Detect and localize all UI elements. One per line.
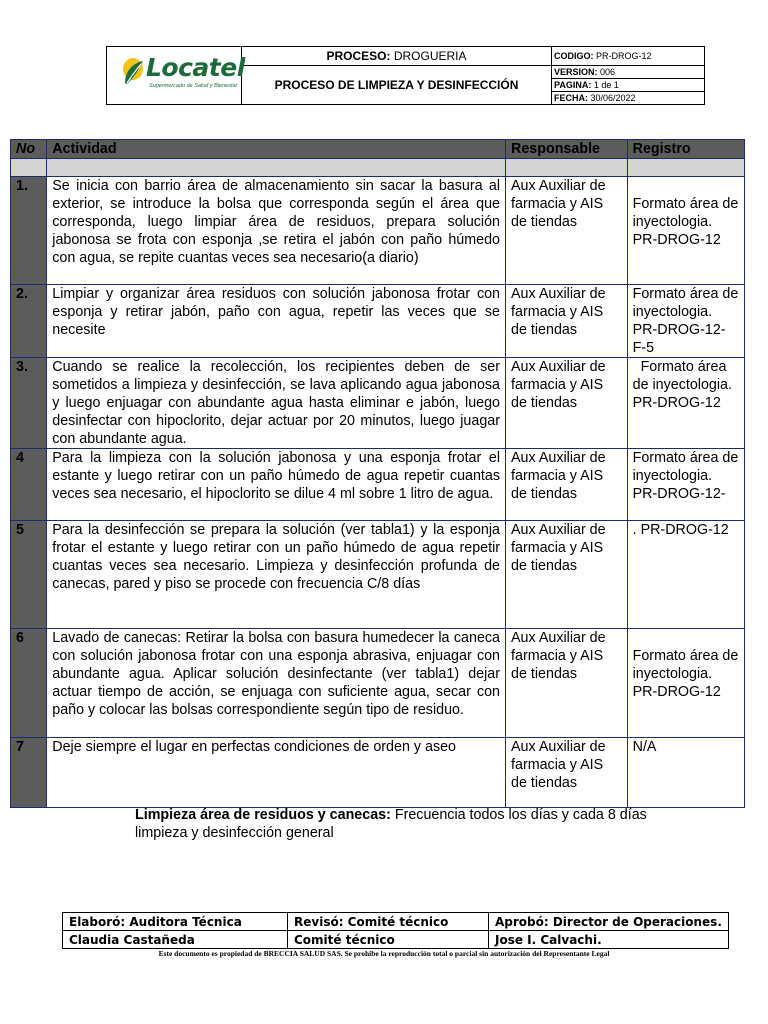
row-number: 1. bbox=[11, 177, 47, 285]
code-value: PR-DROG-12 bbox=[596, 51, 652, 61]
row-record: N/A bbox=[627, 738, 744, 808]
row-responsible: Aux Auxiliar de farmacia y AIS de tiendas bbox=[506, 358, 628, 449]
row-number: 3. bbox=[11, 358, 47, 449]
note-bold: Limpieza área de residuos y canecas: bbox=[135, 807, 391, 823]
logo-tagline: Supermercado de Salud y Bienestar bbox=[149, 83, 238, 89]
elaboro-name: Claudia Castañeda bbox=[63, 931, 288, 949]
date-label: FECHA: bbox=[554, 93, 588, 103]
row-activity: Cuando se realice la recolección, los recipientes deben de ser sometidos a limpieza y desinfección, se lava aplicando agua jabonosa y luego enjuagar con abundante agua hasta eliminar e jabón, luego desinfectar con hipoclorito, dejar actuar por 20 minutos, luego juagar con abundante agua. bbox=[47, 358, 506, 449]
document-title: PROCESO DE LIMPIEZA Y DESINFECCIÓN bbox=[242, 66, 552, 105]
code-label: CODIGO: bbox=[554, 51, 594, 61]
row-activity: Para la desinfección se prepara la solución (ver tabla1) y la esponja frotar el estante y luego retirar con un paño húmedo de agua repetir cuantas veces sea necesario. Limpieza y desinfección profunda de canecas, pared y piso se procede con frecuencia C/8 días bbox=[47, 521, 506, 629]
version-label: VERSION: bbox=[554, 67, 598, 77]
page-value: 1 de 1 bbox=[593, 80, 619, 90]
table-row bbox=[11, 629, 745, 738]
row-record: Formato área de inyectologia. PR-DROG-12 bbox=[627, 177, 744, 285]
row-responsible: Aux Auxiliar de farmacia y AIS de tiendas bbox=[506, 521, 628, 629]
leaf-icon bbox=[119, 57, 147, 87]
process-label: PROCESO: bbox=[326, 49, 391, 63]
table-row bbox=[11, 177, 745, 285]
row-record: Formato área de inyectologia. PR-DROG-12 bbox=[627, 358, 744, 449]
table-row bbox=[11, 521, 745, 629]
locatel-logo bbox=[119, 53, 245, 93]
date-cell bbox=[552, 92, 705, 105]
row-number: 7 bbox=[11, 738, 47, 808]
table-row bbox=[11, 738, 745, 808]
row-number: 6 bbox=[11, 629, 47, 738]
note-text: Frecuencia todos los días y cada 8 días limpieza y desinfección general bbox=[135, 807, 647, 841]
row-responsible: Aux Auxiliar de farmacia y AIS de tiendas bbox=[506, 738, 628, 808]
logo-cell bbox=[107, 47, 245, 105]
row-activity: Lavado de canecas: Retirar la bolsa con basura humedecer la caneca con solución jabonosa frotar con una esponja abrasiva, enjuagar con abundante agua. Aplicar solución desinfectante (ver tabla1) dejar actuar tiempo de acción, se enjuaga con suficiente agua, secar con paño y colocar las bolsas correspondiente según tipo de residuo. bbox=[47, 629, 506, 738]
logo-wordmark: Locatel bbox=[146, 53, 245, 82]
version-value: 006 bbox=[600, 67, 616, 77]
row-record: Formato área de inyectologia. PR-DROG-12- bbox=[627, 449, 744, 521]
row-responsible: Aux Auxiliar de farmacia y AIS de tiendas bbox=[506, 449, 628, 521]
row-activity: Deje siempre el lugar en perfectas condiciones de orden y aseo bbox=[47, 738, 506, 808]
table-spacer-row bbox=[11, 159, 745, 177]
activities-table bbox=[10, 139, 745, 808]
table-row bbox=[11, 285, 745, 358]
row-number: 2. bbox=[11, 285, 47, 358]
row-record: Formato área de inyectologia. PR-DROG-12-F-5 bbox=[627, 285, 744, 358]
process-cell bbox=[242, 47, 552, 66]
row-responsible: Aux Auxiliar de farmacia y AIS de tiendas bbox=[506, 177, 628, 285]
row-number: 5 bbox=[11, 521, 47, 629]
aprobo-label: Aprobó: Director de Operaciones. bbox=[489, 913, 729, 931]
document-header bbox=[106, 46, 705, 105]
aprobo-name: Jose I. Calvachi. bbox=[489, 931, 729, 949]
reviso-name: Comité técnico bbox=[288, 931, 489, 949]
table-row bbox=[11, 358, 745, 449]
row-record: . PR-DROG-12 bbox=[627, 521, 744, 629]
page-cell bbox=[552, 79, 705, 92]
table-row bbox=[11, 449, 745, 521]
header-no: No bbox=[11, 140, 47, 159]
row-responsible: Aux Auxiliar de farmacia y AIS de tiendas bbox=[506, 629, 628, 738]
reviso-label: Revisó: Comité técnico bbox=[288, 913, 489, 931]
page-label: PAGINA: bbox=[554, 80, 592, 90]
frequency-note bbox=[135, 806, 670, 842]
row-responsible: Aux Auxiliar de farmacia y AIS de tiendas bbox=[506, 285, 628, 358]
footer-disclaimer: Este documento es propiedad de BRECCIA SALUD SAS. Se prohibe la reproducción total o parcial sin autorización del Representante Legal bbox=[158, 949, 610, 958]
table-header-row bbox=[11, 140, 745, 159]
row-number: 4 bbox=[11, 449, 47, 521]
header-responsible: Responsable bbox=[506, 140, 628, 159]
row-activity: Para la limpieza con la solución jabonosa y una esponja frotar el estante y luego retirar con un paño húmedo de agua repetir cuantas veces sea necesario, el hipoclorito se dilue 4 ml sobre 1 litro de agua. bbox=[47, 449, 506, 521]
row-record: Formato área de inyectologia. PR-DROG-12 bbox=[627, 629, 744, 738]
row-activity: Se inicia con barrio área de almacenamiento sin sacar la basura al exterior, se introduce la bolsa que corresponda según el área que corresponda, luego limpiar área de residuos, prepara solución jabonosa se frota con esponja ,se retira el jabón con paño húmedo con agua, se repite cuantas veces sea necesario(a diario) bbox=[47, 177, 506, 285]
code-cell bbox=[552, 47, 705, 66]
version-cell bbox=[552, 66, 705, 79]
process-value: DROGUERIA bbox=[393, 49, 467, 63]
row-activity: Limpiar y organizar área residuos con solución jabonosa frotar con esponja y retirar jabón, paño con agua, repetir las veces que se necesite bbox=[47, 285, 506, 358]
elaboro-label: Elaboró: Auditora Técnica bbox=[63, 913, 288, 931]
signature-table bbox=[62, 912, 729, 949]
date-value: 30/06/2022 bbox=[590, 93, 636, 103]
header-activity: Actividad bbox=[47, 140, 506, 159]
header-record: Registro bbox=[627, 140, 744, 159]
